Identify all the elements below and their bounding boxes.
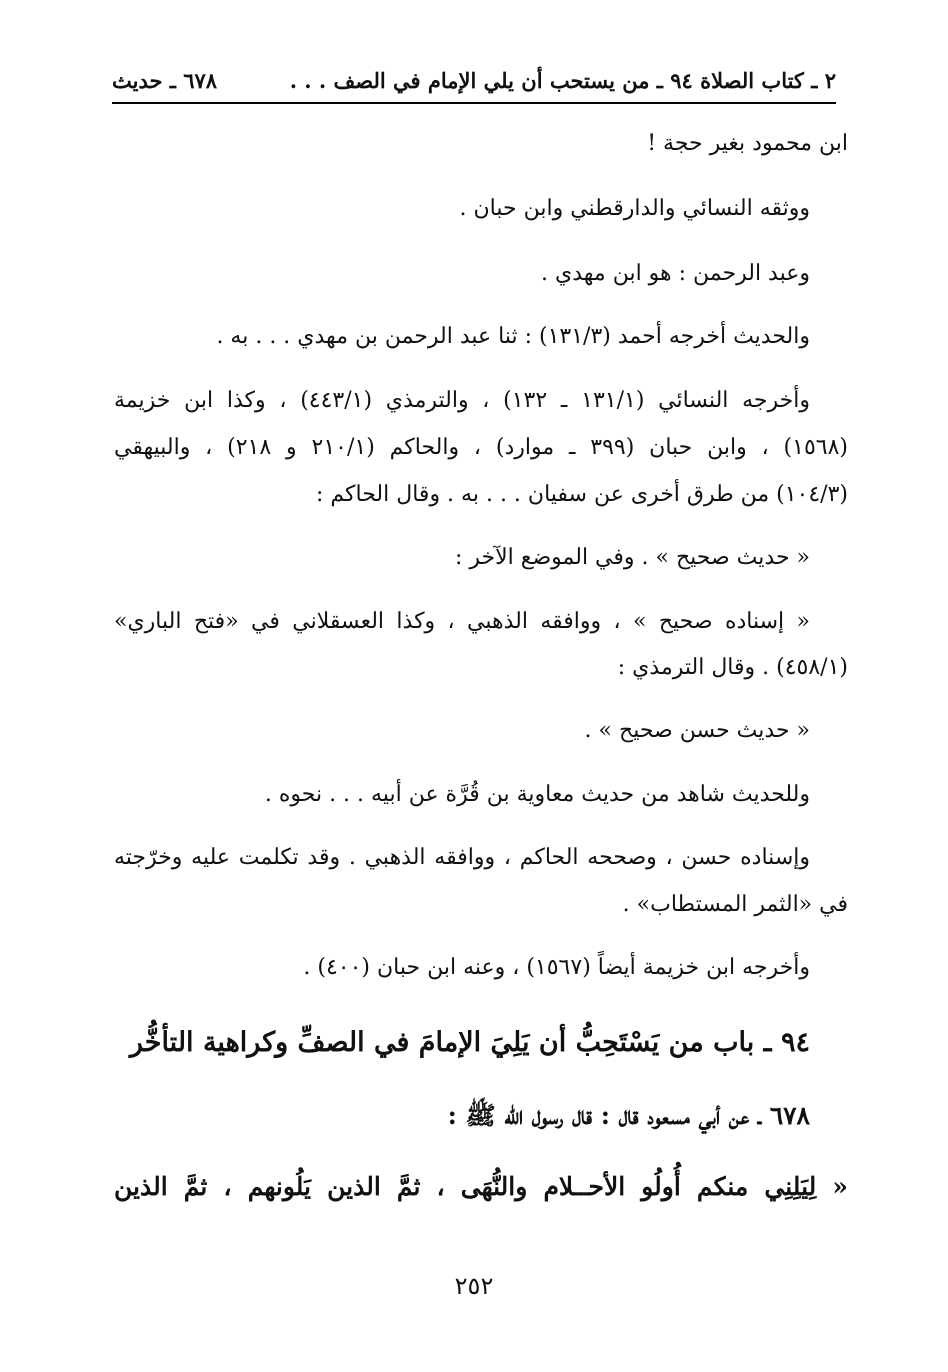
text-line: (١٠٤/٣) من طرق أخرى عن سفيان . . . به . وقال الحاكم :	[316, 482, 848, 507]
text-line: والحديث أخرجه أحمد (١٣١/٣) : ثنا عبد الرحمن بن مهدي . . . به .	[216, 324, 810, 349]
header-hadith-number: ٦٧٨ ـ حديث	[112, 68, 218, 93]
hadith-intro: ٦٧٨ ـ عن أبي مسعود قال : قال رسول الله ﷺ :	[447, 1101, 810, 1130]
running-header	[112, 62, 836, 98]
text-line: (١٥٦٨) ، وابن حبان (٣٩٩ ـ موارد) ، والحاكم (٢١٠/١ و ٢١٨) ، والبيهقي	[114, 435, 848, 460]
text-line: وإسناده حسن ، وصححه الحاكم ، ووافقه الذهبي . وقد تكلمت عليه وخرّجته	[114, 845, 810, 870]
text-line: وأخرجه ابن خزيمة أيضاً (١٥٦٧) ، وعنه ابن حبان (٤٠٠) .	[303, 955, 810, 980]
text-line: « إسناده صحيح » ، ووافقه الذهبي ، وكذا العسقلاني في «فتح الباري»	[114, 609, 810, 634]
header-chapter-title: ٢ ـ كتاب الصلاة ٩٤ ـ من يستحب أن يلي الإمام في الصف . . .	[289, 68, 836, 93]
text-line: وللحديث شاهد من حديث معاوية بن قُرَّة عن أبيه . . . نحوه .	[264, 782, 810, 807]
text-line: « حديث صحيح » . وفي الموضع الآخر :	[454, 545, 810, 570]
text-line: « حديث حسن صحيح » .	[584, 718, 810, 743]
text-line: وعبد الرحمن : هو ابن مهدي .	[541, 261, 810, 286]
chapter-heading: ٩٤ ـ باب من يَسْتَحِبُّ أن يَلِيَ الإمامَ في الصفِّ وكراهية التأخُّر	[129, 1027, 810, 1058]
text-line: ووثقه النسائي والدارقطني وابن حبان .	[459, 196, 810, 221]
text-line: وأخرجه النسائي (١٣١/١ ـ ١٣٢) ، والترمذي (٤٤٣/١) ، وكذا ابن خزيمة	[114, 388, 810, 413]
hadith-text: « لِيَلِنِي منكم أُولُو الأحــلام والنُّهَى ، ثمَّ الذين يَلُونهم ، ثمَّ الذين	[114, 1172, 848, 1201]
text-line: ابن محمود بغير حجة !	[647, 131, 848, 156]
header-divider	[112, 102, 836, 104]
text-line: في «الثمر المستطاب» .	[622, 892, 848, 917]
text-line: (٤٥٨/١) . وقال الترمذي :	[617, 655, 848, 680]
page-number: ٢٥٢	[454, 1272, 494, 1300]
